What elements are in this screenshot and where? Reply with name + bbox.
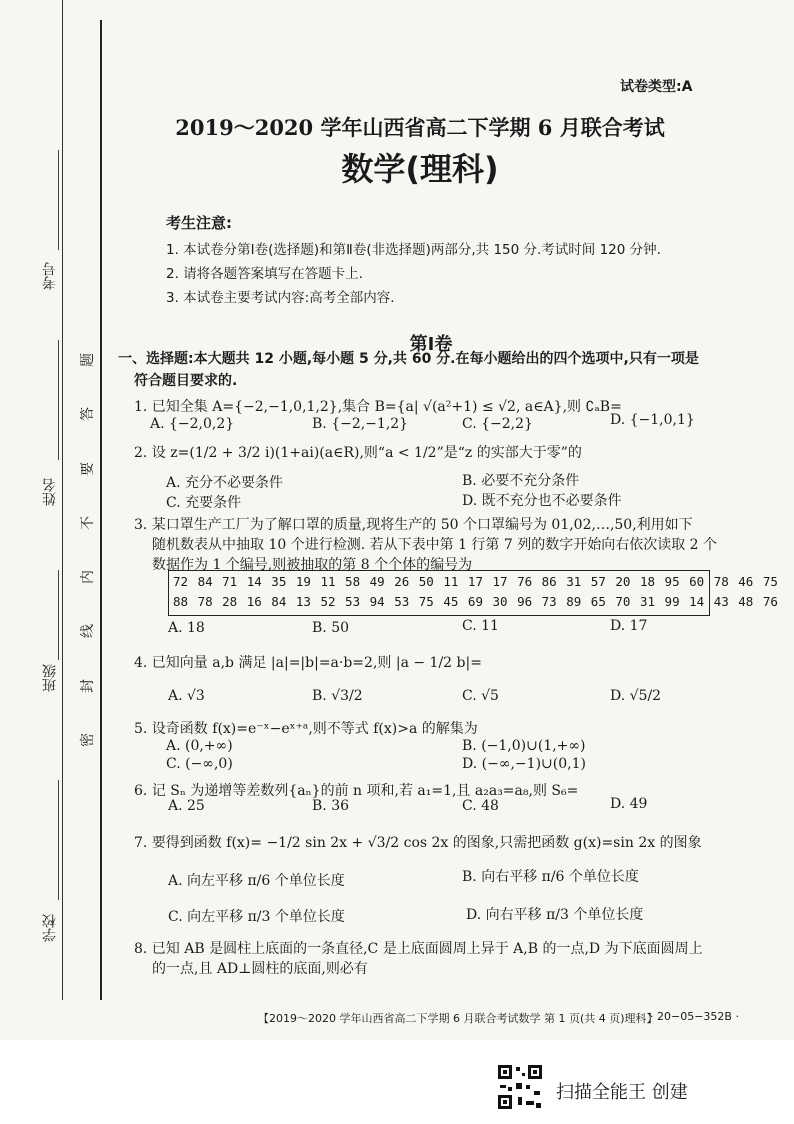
option: C. 向左平移 π/3 个单位长度 bbox=[168, 909, 345, 925]
section-instruction: 符合题目要求的. bbox=[134, 373, 238, 389]
option: A. 18 bbox=[168, 620, 205, 636]
option: A. (0,+∞) bbox=[166, 738, 233, 754]
question-stem: 4. 已知向量 a,b 满足 |a|=|b|=a·b=2,则 |a − 1/2 b|= bbox=[134, 655, 482, 671]
name-underline bbox=[58, 340, 59, 460]
option: C. (−∞,0) bbox=[166, 756, 233, 772]
question-stem: 5. 设奇函数 f(x)=e⁻ˣ−eˣ⁺ᵃ,则不等式 f(x)>a 的解集为 bbox=[134, 721, 478, 737]
option: B. 必要不充分条件 bbox=[462, 473, 580, 489]
seal-char: 题 bbox=[80, 353, 96, 367]
seal-char: 要 bbox=[80, 461, 96, 476]
question-stem: 的一点,且 AD⊥圆柱的底面,则必有 bbox=[152, 961, 368, 977]
binding-line-outer bbox=[62, 0, 63, 1000]
option: D. {−1,0,1} bbox=[610, 412, 695, 428]
option: C. 11 bbox=[462, 618, 499, 634]
option: C. 48 bbox=[462, 798, 499, 814]
option: A. 25 bbox=[168, 798, 205, 814]
option: B. 50 bbox=[312, 620, 350, 636]
option: A. 向左平移 π/6 个单位长度 bbox=[168, 873, 345, 889]
option: A. √3 bbox=[168, 688, 205, 704]
scanner-watermark: 扫描全能王 创建 bbox=[556, 1082, 688, 1103]
question-stem: 6. 记 Sₙ 为递增等差数列{aₙ}的前 n 项和,若 a₁=1,且 a₂a₃=a₈,则 S₆= bbox=[134, 783, 579, 799]
exam-title: 2019～2020 学年山西省高二下学期 6 月联合考试 bbox=[175, 115, 665, 140]
option: D. 17 bbox=[610, 618, 648, 634]
exam-subject: 数学(理科) bbox=[341, 150, 499, 188]
question-stem: 数据作为 1 个编号,则被抽取的第 8 个个体的编号为 bbox=[152, 557, 473, 573]
notice-heading: 考生注意: bbox=[166, 214, 232, 232]
notice-item: 2. 请将各题答案填写在答题卡上. bbox=[166, 266, 363, 282]
question-stem: 7. 要得到函数 f(x)= −1/2 sin 2x + √3/2 cos 2x 的图象,只需把函数 g(x)=sin 2x 的图象 bbox=[134, 835, 702, 851]
seal-char: 密 bbox=[80, 732, 96, 747]
school-label: 学校 bbox=[42, 914, 58, 942]
option: B. √3/2 bbox=[312, 688, 363, 704]
class-label: 班级 bbox=[42, 664, 58, 692]
option: B. 向右平移 π/6 个单位长度 bbox=[462, 869, 639, 885]
qr-code-icon bbox=[496, 1063, 544, 1111]
question-stem: 随机数表从中抽取 10 个进行检测. 若从下表中第 1 行第 7 列的数字开始向右依次读取 2 个 bbox=[152, 537, 718, 553]
seal-char: 答 bbox=[80, 407, 96, 422]
option: D. 49 bbox=[610, 796, 648, 812]
seal-char: 内 bbox=[80, 570, 96, 585]
question-stem: 3. 某口罩生产工厂为了解口罩的质量,现将生产的 50 个口罩编号为 01,02,…,50,利用如下 bbox=[134, 517, 693, 533]
random-number-row: 72 84 71 14 35 19 11 58 49 26 50 11 17 17 76 86 31 57 20 18 95 60 78 46 75 bbox=[173, 574, 778, 589]
option: D. 向右平移 π/3 个单位长度 bbox=[466, 907, 644, 923]
option: A. 充分不必要条件 bbox=[166, 475, 284, 491]
seal-line-notice bbox=[78, 350, 96, 750]
option: B. {−2,−1,2} bbox=[312, 416, 409, 432]
option: C. √5 bbox=[462, 688, 499, 704]
seal-char: 不 bbox=[80, 515, 96, 530]
section-instruction: 一、选择题:本大题共 12 小题,每小题 5 分,共 60 分.在每小题给出的四个选项中,只有一项是 bbox=[118, 351, 699, 367]
binding-line-inner bbox=[100, 20, 102, 1000]
option: D. √5/2 bbox=[610, 688, 662, 704]
question-stem: 2. 设 z=(1/2 + 3/2 i)(1+ai)(a∈R),则“a < 1/2”是“z 的实部大于零”的 bbox=[134, 445, 582, 461]
exam-number-label: 考号 bbox=[42, 262, 58, 290]
option: C. {−2,2} bbox=[462, 416, 533, 432]
name-label: 姓名 bbox=[42, 478, 58, 506]
option: C. 充要条件 bbox=[166, 495, 242, 511]
seal-char: 封 bbox=[80, 678, 96, 693]
question-stem: 1. 已知全集 A={−2,−1,0,1,2},集合 B={a| √(a²+1) ≤ √2, a∈A},则 ∁ₐB= bbox=[134, 399, 622, 415]
notice-item: 3. 本试卷主要考试内容:高考全部内容. bbox=[166, 290, 395, 306]
notice-item: 1. 本试卷分第Ⅰ卷(选择题)和第Ⅱ卷(非选择题)两部分,共 150 分.考试时间 120 分钟. bbox=[166, 242, 661, 258]
exam-number-underline bbox=[58, 150, 59, 250]
class-underline bbox=[58, 570, 59, 660]
question-stem: 8. 已知 AB 是圆柱上底面的一条直径,C 是上底面圆周上异于 A,B 的一点,D 为下底面圆周上 bbox=[134, 941, 703, 957]
seal-char: 线 bbox=[80, 624, 96, 639]
volume-heading: 第Ⅰ卷 bbox=[409, 334, 453, 355]
option: D. (−∞,−1)∪(0,1) bbox=[462, 756, 586, 772]
option: D. 既不充分也不必要条件 bbox=[462, 493, 622, 509]
page-footer: 【2019～2020 学年山西省高二下学期 6 月联合考试数学 第 1 页(共 4 页)理科】 bbox=[258, 1012, 658, 1025]
paper-type: 试卷类型:A bbox=[620, 79, 693, 95]
random-number-row: 88 78 28 16 84 13 52 53 94 53 75 45 69 30 96 73 89 65 70 31 99 14 43 48 76 bbox=[173, 594, 778, 609]
random-number-table bbox=[168, 570, 778, 616]
option: A. {−2,0,2} bbox=[150, 416, 235, 432]
school-underline bbox=[58, 780, 59, 900]
paper-code: · 20−05−352B · bbox=[650, 1010, 739, 1023]
option: B. (−1,0)∪(1,+∞) bbox=[462, 738, 586, 754]
option: B. 36 bbox=[312, 798, 350, 814]
